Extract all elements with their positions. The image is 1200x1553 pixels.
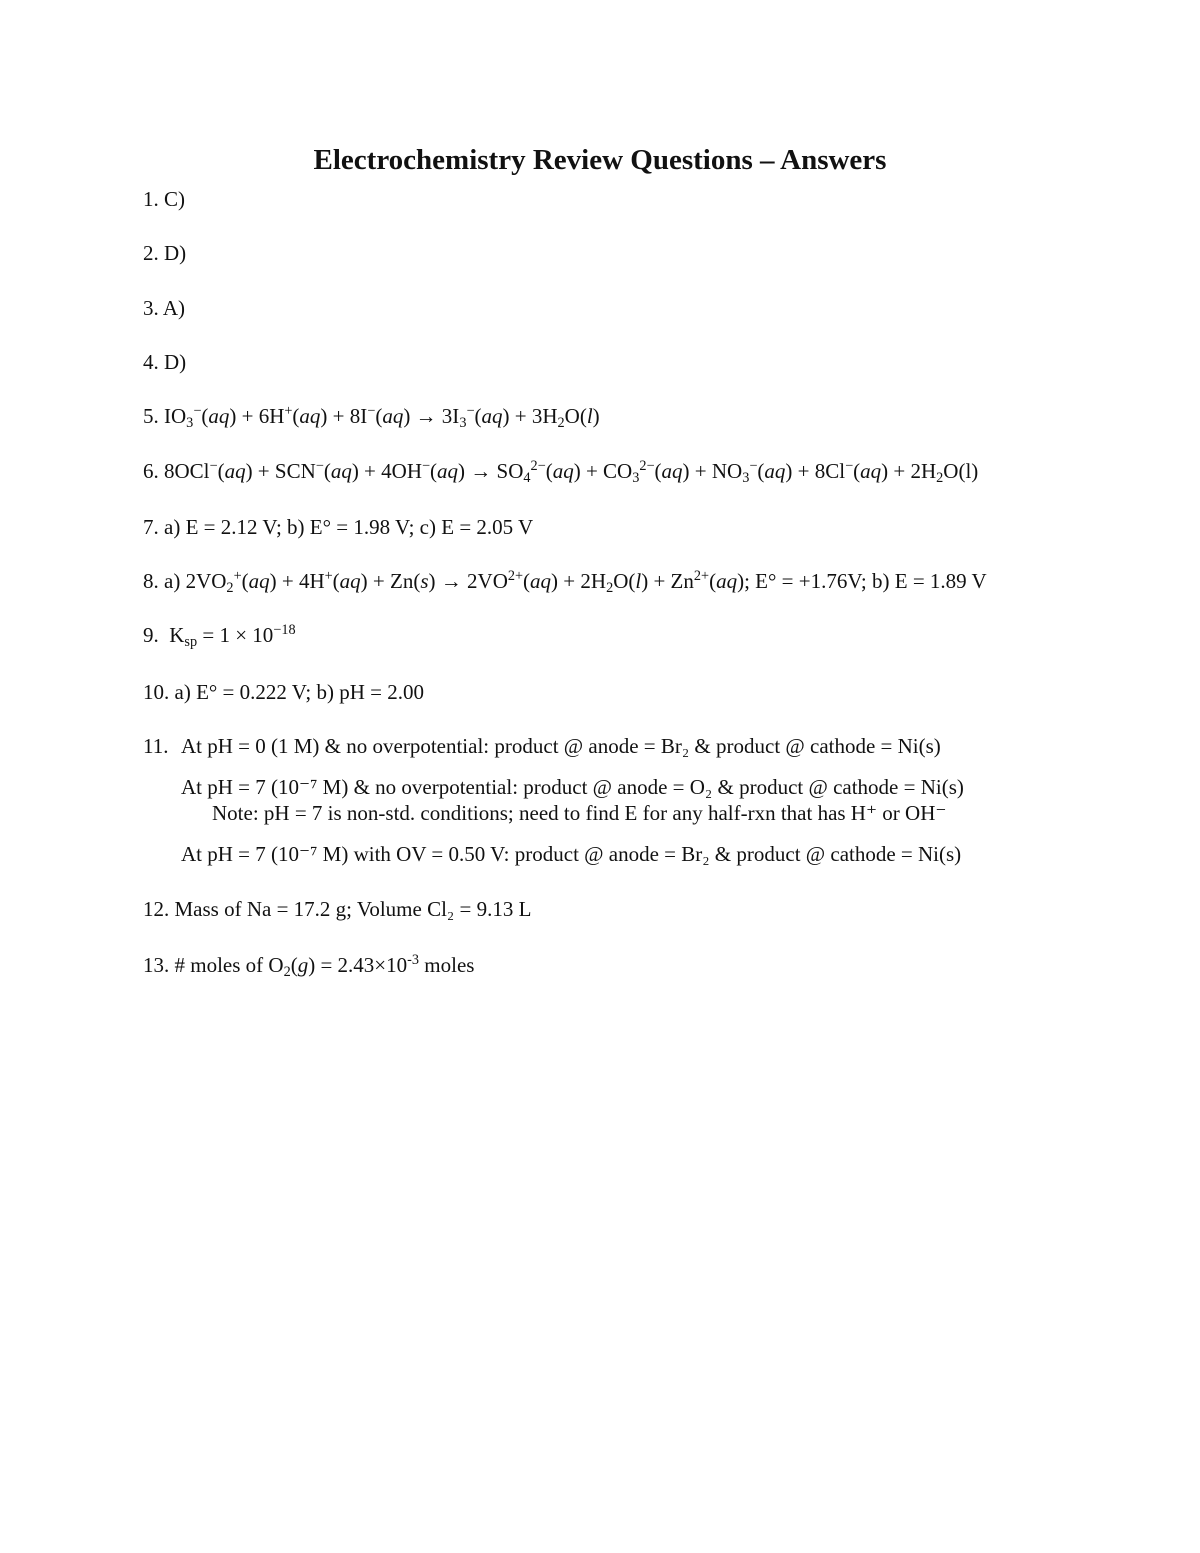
answer-13-moles: # moles of $O_2(g) = 2.43\times 10^{-3}$ moles — [174, 952, 475, 981]
answer-13 — [143, 952, 475, 981]
answer-8-number: 8. a) — [143, 569, 181, 593]
answer-8-equation: $2VO_2^+(aq) + 4H^+(aq) + Zn(s) \to 2VO^{2+}(aq) + 2H_2O(l) + Zn^{2+}(aq)$ — [185, 568, 745, 597]
answer-6 — [143, 458, 979, 487]
answer-11-ph0: At pH = 0 (1 M) & no overpotential: product @ anode = Br₂ & product @ cathode = Ni(s) — [181, 734, 941, 758]
answer-5-number: 5. — [143, 404, 159, 428]
answer-11-ph7: At pH = 7 (10⁻⁷ M) & no overpotential: product @ anode = O₂ & product @ cathode = Ni(s) — [181, 775, 964, 799]
answer-12: 12. Mass of Na = 17.2 g; Volume Cl₂ = 9.13 L — [143, 897, 532, 921]
answer-13-number: 13. — [143, 953, 170, 977]
answer-4: 4. D) — [143, 350, 187, 374]
answer-6-equation: $8OCl^-(aq) + SCN^-(aq) + 4OH^-(aq) \to SO_4^{2-}(aq) + CO_3^{2-}(aq) + NO_3^-(aq) + 8Cl^-(aq) + 2H_2O(l)$ — [164, 458, 979, 487]
answer-11-note: Note: pH = 7 is non-std. conditions; need to find E for any half-rxn that has H⁺ or OH⁻ — [212, 801, 947, 825]
page-title: Electrochemistry Review Questions – Answers — [313, 144, 887, 176]
answer-3: 3. A) — [143, 296, 185, 320]
answer-8-results: ; E° = +1.76V; b) E = 1.89 V — [744, 569, 987, 593]
answer-1: 1. C) — [143, 187, 185, 211]
answer-5-equation: $IO_3^-(aq) + 6H^+(aq) + 8I^-(aq) \to 3I_3^-(aq) + 3H_2O(l)$ — [164, 403, 600, 432]
answer-10: 10. a) E° = 0.222 V; b) pH = 2.00 — [143, 680, 424, 704]
answer-7: 7. a) E = 2.12 V; b) E° = 1.98 V; c) E = 2.05 V — [143, 515, 534, 539]
answer-8 — [143, 568, 987, 597]
answer-9 — [143, 622, 296, 651]
answer-6-number: 6. — [143, 459, 159, 483]
answer-11-number: 11. — [143, 734, 169, 758]
answer-9-number: 9. — [143, 623, 159, 647]
answer-9-ksp: $K_{sp} = 1 \times 10^{-18}$ — [164, 622, 296, 651]
answer-11-ph7-overpotential: At pH = 7 (10⁻⁷ M) with OV = 0.50 V: product @ anode = Br₂ & product @ cathode = Ni(s) — [181, 842, 962, 866]
answer-2: 2. D) — [143, 241, 187, 265]
answer-5 — [143, 403, 600, 432]
